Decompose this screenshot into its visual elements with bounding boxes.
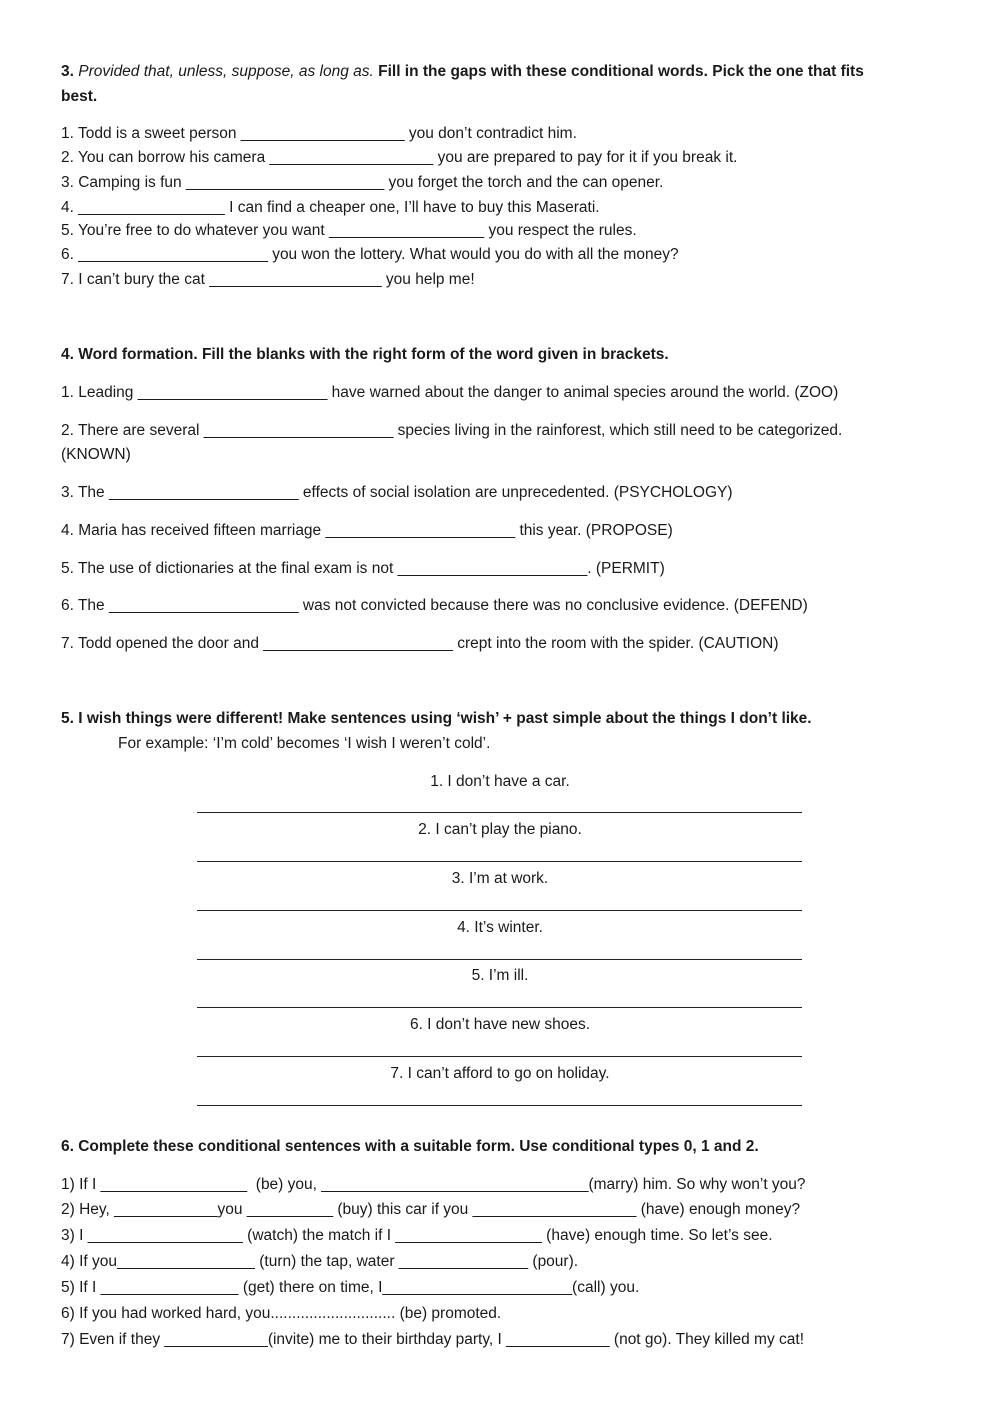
s5-item-1: 1. I don’t have a car. [430,773,570,790]
s3-item-6: 6. ______________________ you won the lottery. What would you do with all the money? [61,246,679,263]
section-3-instruction: Fill in the gaps with these conditional words. Pick the one that fits [378,63,864,80]
s6-item-7: 7) Even if they ____________(invite) me to their birthday party, I ____________ (not go). They killed my cat! [61,1331,805,1348]
s5-item-7: 7. I can’t afford to go on holiday. [390,1065,610,1082]
section-3-number: 3. [61,63,74,80]
s4-item-1: 1. Leading ______________________ have warned about the danger to animal species around the world. (ZOO) [61,384,839,401]
s3-item-1: 1. Todd is a sweet person ___________________ you don’t contradict him. [61,125,577,142]
s5-item-5: 5. I’m ill. [471,967,529,984]
s3-item-3: 3. Camping is fun _______________________ you forget the torch and the can opener. [61,174,664,191]
s5-answer-line-1[interactable] [197,812,802,813]
s5-item-3: 3. I’m at work. [451,870,549,887]
section-3-heading [61,62,910,82]
section-6-heading: 6. Complete these conditional sentences with a suitable form. Use conditional types 0, 1 and 2. [61,1138,759,1155]
s3-item-5: 5. You’re free to do whatever you want __________________ you respect the rules. [61,222,637,239]
s3-item-7: 7. I can’t bury the cat ____________________ you help me! [61,271,475,288]
section-3-word-list: Provided that, unless, suppose, as long as. [78,63,374,80]
s6-item-5: 5) If I ________________ (get) there on time, I______________________(call) you. [61,1279,640,1296]
s4-item-5: 5. The use of dictionaries at the final exam is not ______________________. (PERMIT) [61,560,665,577]
section-5-example: For example: ‘I’m cold’ becomes ‘I wish I weren’t cold’. [118,735,491,752]
s3-item-2: 2. You can borrow his camera ___________________ you are prepared to pay for it if you break it. [61,149,738,166]
s5-answer-line-4[interactable] [197,959,802,960]
s5-answer-line-5[interactable] [197,1007,802,1008]
s4-item-7: 7. Todd opened the door and ______________________ crept into the room with the spider. (CAUTION) [61,635,779,652]
s6-item-2: 2) Hey, ____________you __________ (buy) this car if you ___________________ (have) enough money? [61,1201,801,1218]
section-3-instruction-cont: best. [61,88,98,105]
s4-item-4: 4. Maria has received fifteen marriage ______________________ this year. (PROPOSE) [61,522,673,539]
s5-item-4: 4. It’s winter. [457,919,543,936]
s4-item-2: 2. There are several ______________________ species living in the rainforest, which still need to be categorized. [61,422,843,439]
s4-item-3: 3. The ______________________ effects of social isolation are unprecedented. (PSYCHOLOGY) [61,484,733,501]
s6-item-3: 3) I __________________ (watch) the match if I _________________ (have) enough time. So let’s see. [61,1227,773,1244]
s5-item-2: 2. I can’t play the piano. [418,821,582,838]
s5-answer-line-2[interactable] [197,861,802,862]
s5-item-6: 6. I don’t have new shoes. [409,1016,591,1033]
s6-item-1: 1) If I _________________ (be) you, _______________________________(marry) him. So why won’t you? [61,1176,806,1193]
s5-answer-line-3[interactable] [197,910,802,911]
s5-answer-line-6[interactable] [197,1056,802,1057]
s6-item-4: 4) If you________________ (turn) the tap, water _______________ (pour). [61,1253,579,1270]
s4-item-2-cont: (KNOWN) [61,446,131,463]
s6-item-6: 6) If you had worked hard, you............................. (be) promoted. [61,1305,502,1322]
s4-item-6: 6. The ______________________ was not convicted because there was no conclusive evidence. (DEFEND) [61,597,808,614]
section-5-heading: 5. I wish things were different! Make sentences using ‘wish’ + past simple about the things I don’t like. [61,710,812,727]
s3-item-4: 4. _________________ I can find a cheaper one, I’ll have to buy this Maserati. [61,199,600,216]
section-4-heading: 4. Word formation. Fill the blanks with the right form of the word given in brackets. [61,346,669,363]
s5-answer-line-7[interactable] [197,1105,802,1106]
